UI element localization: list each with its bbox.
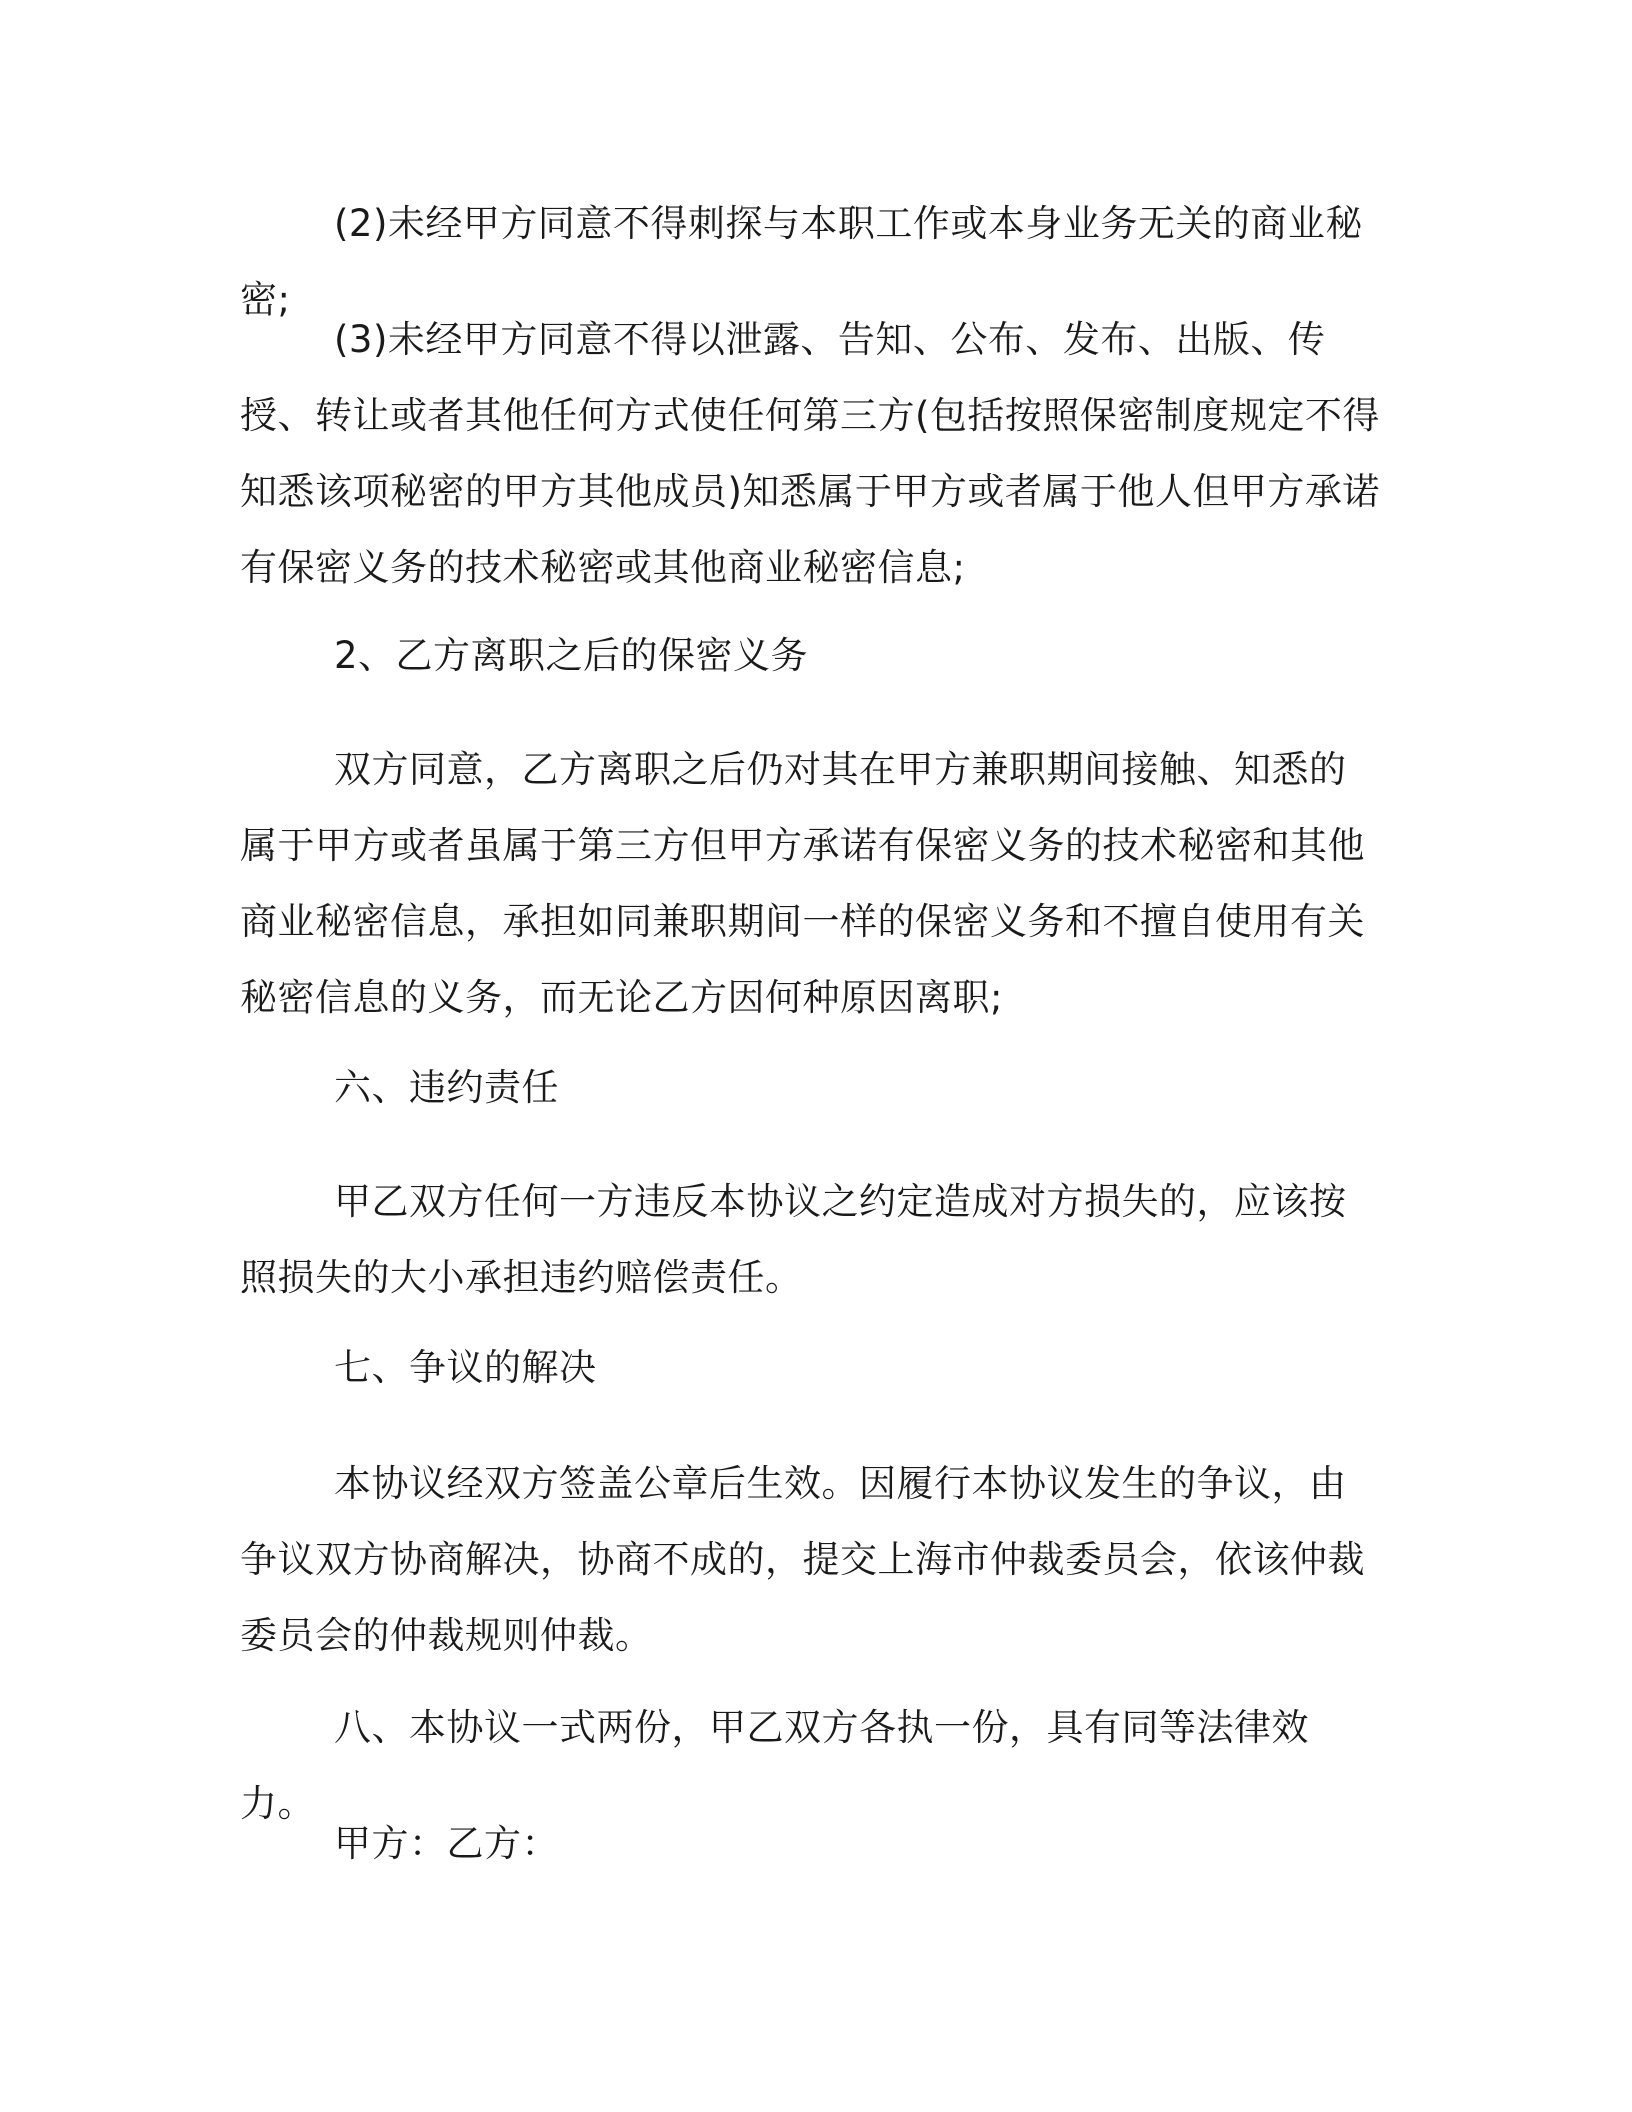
section-heading-dispute: 七、争议的解决 [334,1346,597,1389]
clause-dispute: 本协议经双方签盖公章后生效。因履行本协议发生的争议，由争议双方协商解决，协商不成的，提交上海市仲裁委员会，依该仲裁委员会的仲裁规则仲裁。 [240,1462,1365,1657]
clause-2-3-3: (3)未经甲方同意不得以泄露、告知、公布、发布、出版、传授、转让或者其他任何方式使任何第三方(包括按照保密制度规定不得知悉该项秘密的甲方其他成员)知悉属于甲方或者属于他人但甲方承诺有保密义务的技术秘密或其他商业秘密信息; [240,318,1380,589]
section-heading-post-employment: 2、乙方离职之后的保密义务 [334,634,809,677]
section-heading-liability: 六、违约责任 [334,1066,559,1109]
clause-2-3-2: (2)未经甲方同意不得刺探与本职工作或本身业务无关的商业秘密; [240,202,1363,321]
clause-post-employment: 双方同意，乙方离职之后仍对其在甲方兼职期间接触、知悉的属于甲方或者虽属于第三方但甲方承诺有保密义务的技术秘密和其他商业秘密信息，承担如同兼职期间一样的保密义务和不擅自使用有关秘密信息的义务，而无论乙方因何种原因离职; [240,748,1365,1019]
clause-copies: 八、本协议一式两份，甲乙双方各执一份，具有同等法律效力。 [240,1706,1309,1825]
clause-liability: 甲乙双方任何一方违反本协议之约定造成对方损失的，应该按照损失的大小承担违约赔偿责任。 [240,1180,1347,1299]
signature-line: 甲方：乙方： [334,1822,559,1865]
